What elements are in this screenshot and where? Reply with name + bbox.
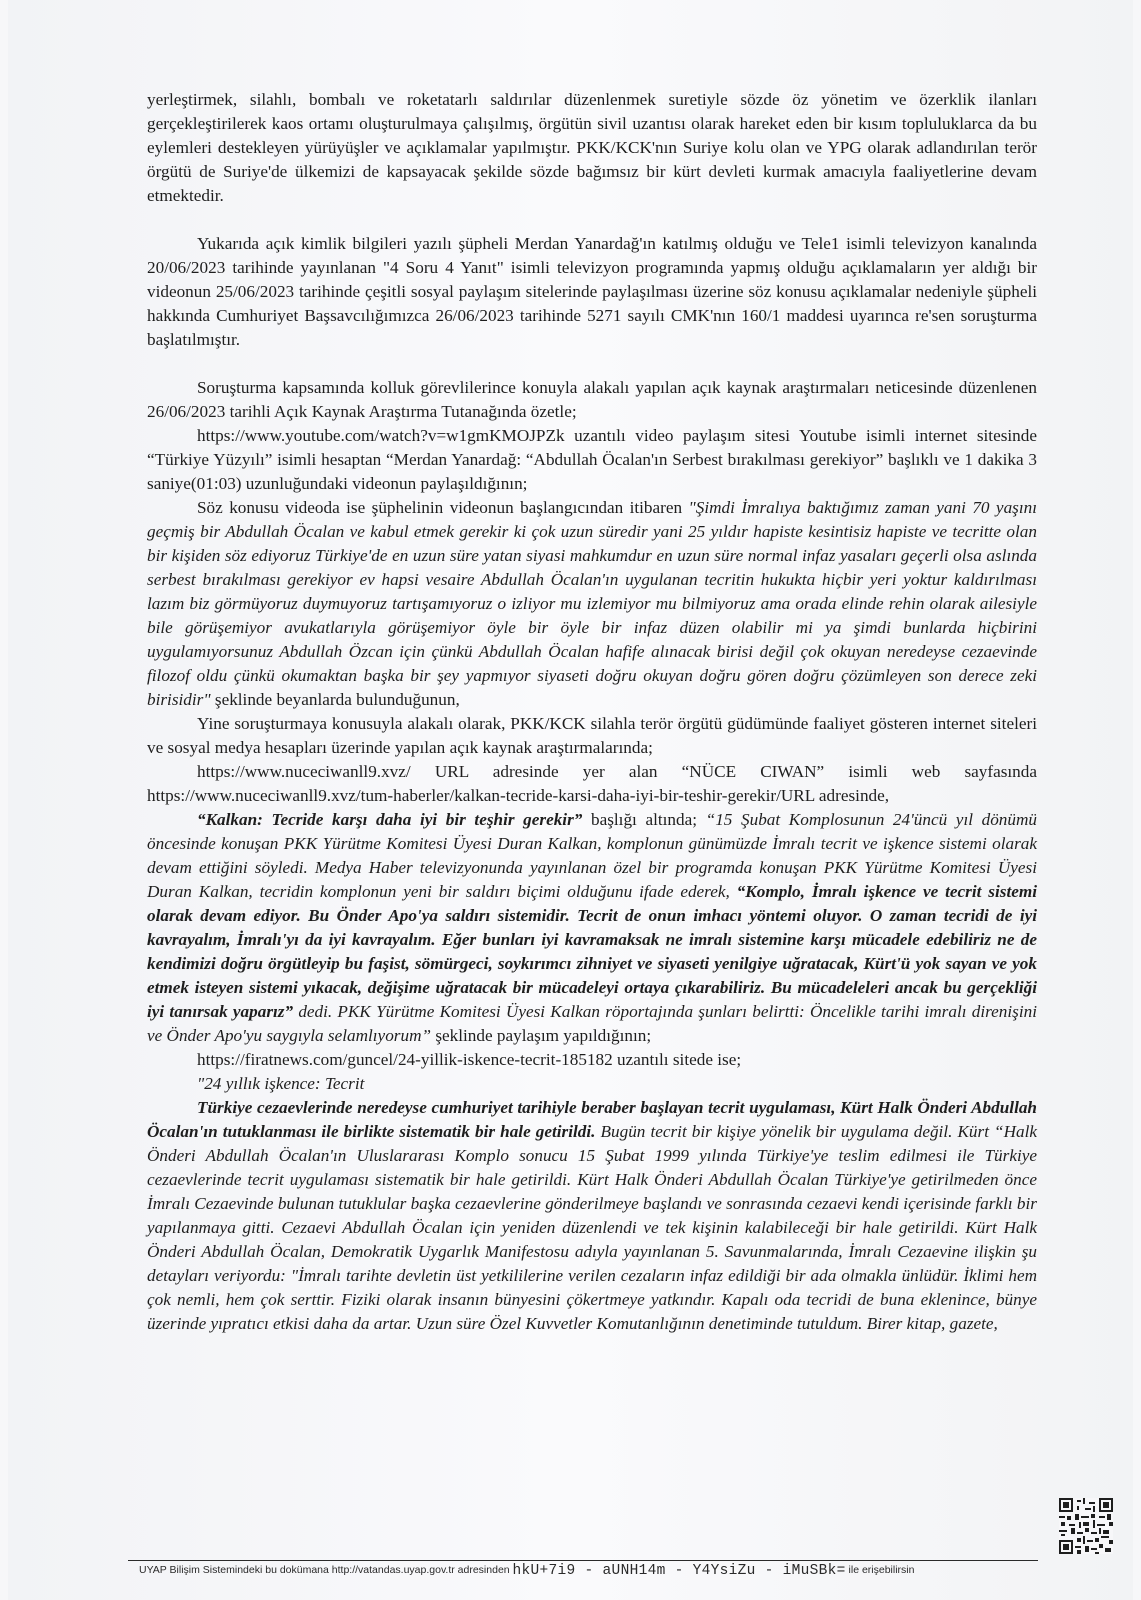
quoted-statement: "Şimdi İmralıya baktığımız zaman yani 70 yaşını geçmiş bir Abdullah Öcalan ve kabul etmek gerekir ki çok uzun süredir yani 25 yıldır hapiste kesintisiz hapiste ve tecritte olan bir kişiden söz ediyoruz Türkiye'de en uzun süre yatan siyasi mahkumdur en uzun süre normal infaz yasaları geçerli olsa aslında serbest bırakılması gerekiyor ev hapsi vesaire Abdullah Öcalan'ın uygulanan tecritin hukukta hiçbir yeri yoktur kaldırılması lazım biz görmüyoruz duymuyoruz tartışamıyoruz o izliyor mu izlemiyor mu bilmiyoruz ama orada elinde rehin olarak ailesiyle bile görüşemiyor avukatlarıyla görüşemiyor öyle bir öyle bir infaz düzen olabilir mi ya şimdi bunlarda hiçbirini uygulamıyorsunuz Abdullah Özcan için çünkü Abdullah Öcalan hafife alınacak birisi değil çok okuyan neredeyse cezaevinde filozof oldu çünkü okumaktan başka bir şey yapmıyor siyaseti doğru okuyan doğru gören doğru çözümleyen son derece zeki birisidir": [147, 498, 1037, 709]
article-title: “Kalkan: Tecride karşı daha iyi bir teşhir gerekir”: [197, 810, 583, 829]
article-quote-2: dedi. PKK Yürütme Komitesi Üyesi Kalkan röportajında şunları belirtti: Öncelikle tarihi imralı direnişini ve Önder Apo'yu saygıyla selamlıyorum”: [147, 1002, 1037, 1045]
qr-code-icon: [1059, 1498, 1113, 1554]
paragraph-2: Yukarıda açık kimlik bilgileri yazılı şüpheli Merdan Yanardağ'ın katılmış olduğu ve Tele1 isimli televizyon kanalında 20/06/2023 tarihinde yayınlanan "4 Soru 4 Yanıt" isimli televizyon programında yapmış olduğu açıklamaların yer aldığı bir videonun 25/06/2023 tarihinde çeşitli sosyal paylaşım sitelerinde paylaşılması üzerine söz konusu açıklamalar nedeniyle şüpheli hakkında Cumhuriyet Başsavcılığımızca 26/06/2023 tarihinde 5271 sayılı CMK'nın 160/1 maddesi uyarınca re'sen soruşturma başlatılmıştır.: [147, 234, 1037, 349]
document-body: [147, 88, 1037, 1336]
footer-suffix: ile erişebilirsin: [848, 1564, 915, 1576]
paragraph-11: [147, 1096, 1037, 1336]
paragraph-8: [147, 808, 1037, 1048]
paragraph-3: Soruşturma kapsamında kolluk görevlilerince konuyla alakalı yapılan açık kaynak araştırmaları neticesinde düzenlenen 26/06/2023 tarihli Açık Kaynak Araştırma Tutanağında özetle;: [147, 378, 1037, 421]
footer-prefix: UYAP Bilişim Sistemindeki bu dokümana http://vatandas.uyap.gov.tr adresinden: [139, 1564, 510, 1576]
paragraph-1: yerleştirmek, silahlı, bombalı ve roketatarlı saldırılar düzenlenmek suretiyle sözde öz yönetim ve özerklik ilanları gerçekleştirilerek kaos ortamı oluşturulmaya çalışılmış, örgütün sivil uzantısı olarak hareket eden bir kısım topluluklarca da bu eylemleri destekleyen yürüyüşler ve açıklamalar yapılmıştır. PKK/KCK'nın Suriye kolu olan ve YPG olarak adlandırılan terör örgütü de Suriye'de ülkemizi de kapsayacak şekilde sözde bağımsız bir kürt devleti kurmak amacıyla faaliyetlerine devam etmektedir.: [147, 90, 1037, 205]
verification-code: hkU+7i9 - aUNH14m - Y4YsiZu - iMuSBk=: [512, 1563, 846, 1579]
paragraph-8-outro: şeklinde paylaşım yapıldığının;: [431, 1026, 652, 1045]
paragraph-5-outro: şeklinde beyanlarda bulunduğunun,: [210, 690, 460, 709]
footer-divider: [128, 1560, 1038, 1561]
paragraph-9: https://firatnews.com/guncel/24-yillik-iskence-tecrit-185182 uzantılı sitede ise;: [197, 1050, 742, 1069]
paragraph-7: https://www.nuceciwanll9.xvz/ URL adresinde yer alan “NÜCE CIWAN” isimli web sayfasında https://www.nuceciwanll9.xvz/tum-haberler/kalkan-tecride-karsi-daha-iyi-bir-teshir-gerekir/URL adresinde,: [147, 762, 1037, 805]
paragraph-8-connector: başlığı altında;: [582, 810, 706, 829]
article-quote-1: “15 Şubat Komplosunun 24'üncü yıl dönümü öncesinde konuşan PKK Yürütme Komitesi Üyesi Duran Kalkan, komplonun günümüzde İmralı tecrit ve işkence sistemi olarak devam ettiğini söyledi. Medya Haber televizyonunda yayınlanan özel bir programda konuşan PKK Yürütme Komitesi Üyesi Duran Kalkan, tecridin komplonun yeni bir saldırı biçimi olduğunu ifade ederek,: [147, 810, 1037, 901]
paragraph-5: [147, 496, 1037, 712]
paragraph-6: Yine soruşturmaya konusuyla alakalı olarak, PKK/KCK silahla terör örgütü güdümünde faaliyet gösteren internet siteleri ve sosyal medya hesapları üzerinde yapılan açık kaynak araştırmalarında;: [147, 714, 1037, 757]
paragraph-10: "24 yıllık işkence: Tecrit: [197, 1074, 365, 1093]
document-page: [8, 0, 1133, 1600]
article-body-italic: Bugün tecrit bir kişiye yönelik bir uygulama değil. Kürt “Halk Önderi Abdullah Öcalan'ın Uluslararası Komplo sonucu 15 Şubat 1999 yılında Türkiye'ye teslim edilmesi ile Türkiye cezaevlerinde tecrit uygulaması sistematik bir hale getirildi. Kürt Halk Önderi Abdullah Öcalan Türkiye'ye getirilmeden önce İmralı Cezaevinde bulunan tutuklular başka cezaevlerine gönderilmeye başlandı ve sonrasında cezaevi kendi içerisinde farklı bir yapılanmaya gitti. Cezaevi Abdullah Öcalan için yeniden düzenlendi ve tek kişinin kalabileceği bir hale getirildi. Kürt Halk Önderi Abdullah Öcalan, Demokratik Uygarlık Manifestosu adıyla yayınlanan 5. Savunmalarında, İmralı Cezaevine ilişkin şu detayları veriyordu: "İmralı tarihte devletin üst yetkililerine verilen cezaların infaz edildiği bir ada olmakla ünlüdür. İklimi hem çok nemli, hem çok serttir. Fiziki olarak insanın bünyesini çökertmeye yatkındır. Kapalı oda tecridi de buna eklenince, bünye üzerinde yıpratıcı etkisi daha da artar. Uzun süre Özel Kuvvetler Komutanlığının denetiminde tutuldum. Birer kitap, gazete,: [147, 1122, 1037, 1333]
paragraph-5-intro: Söz konusu videoda ise şüphelinin videonun başlangıcından itibaren: [197, 498, 689, 517]
footer: [139, 1563, 1049, 1579]
article-quote-bold: “Komplo, İmralı işkence ve tecrit sistemi olarak devam ediyor. Bu Önder Apo'ya saldırı sistemidir. Tecrit de onun imhacı yöntemi oluyor. O zaman tecridi de iyi kavrayalım, İmralı'yı da iyi kavrayalım. Eğer bunları iyi kavramaksak ne imralı sistemine karşı mücadele edebiliriz ne de kendimizi doğru örgütleyip bu faşist, sömürgeci, soykırımcı zihniyet ve siyaseti yenilgiye uğratacak, Kürt'ü yok sayan ve yok etmek isteyen sistemi yıkacak, değişime uğratacak bir mücadeleyi ortaya çıkarabiliriz. Bu mücadeleleri ancak bu gerçekliği iyi tanırsak yaparız”: [147, 882, 1037, 1021]
paragraph-4: https://www.youtube.com/watch?v=w1gmKMOJPZk uzantılı video paylaşım sitesi Youtube isimli internet sitesinde “Türkiye Yüzyılı” isimli hesaptan “Merdan Yanardağ: “Abdullah Öcalan'ın Serbest bırakılması gerekiyor” başlıklı ve 1 dakika 3 saniye(01:03) uzunluğundaki videonun paylaşıldığının;: [147, 426, 1037, 493]
article-lead-bold: Türkiye cezaevlerinde neredeyse cumhuriyet tarihiyle beraber başlayan tecrit uygulaması, Kürt Halk Önderi Abdullah Öcalan'ın tutuklanması ile birlikte sistematik bir hale getirildi.: [147, 1098, 1037, 1141]
